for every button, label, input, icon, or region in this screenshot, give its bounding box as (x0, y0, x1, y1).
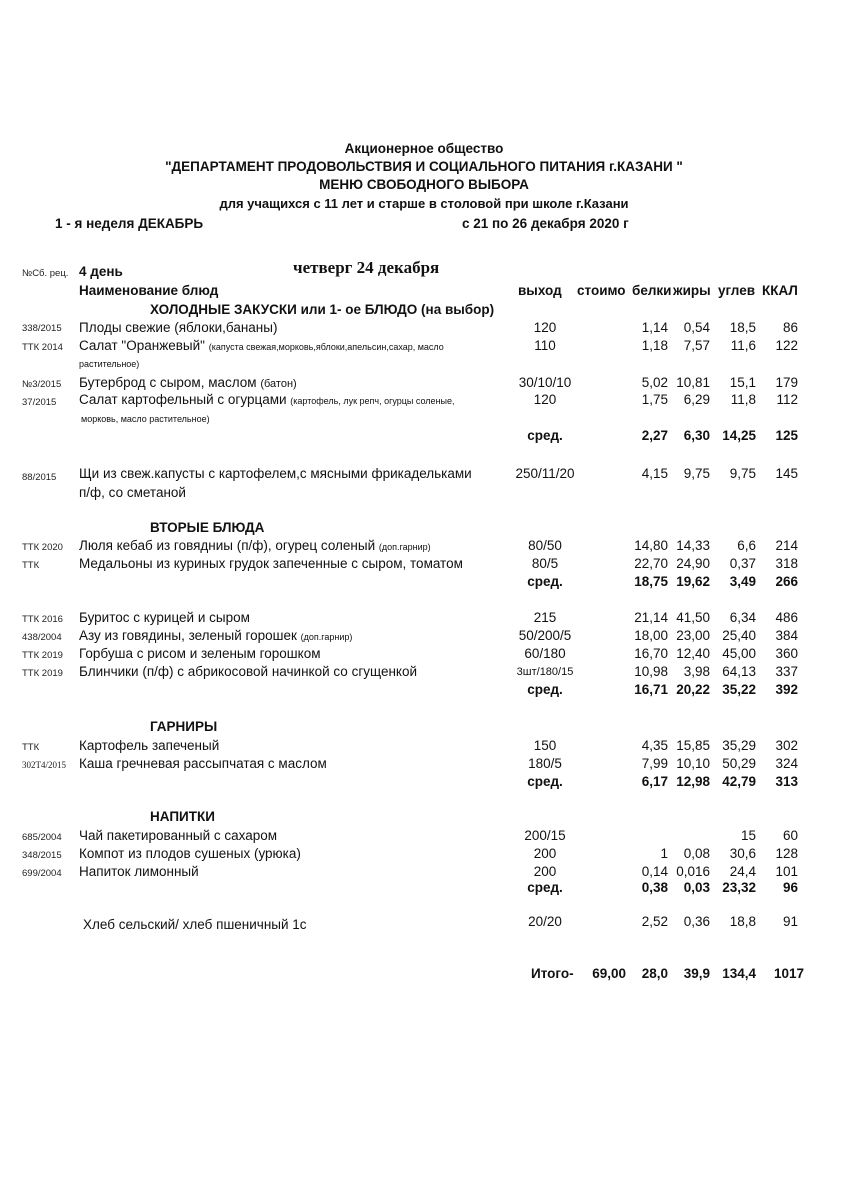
recipe-code: ТТК 2019 (22, 650, 63, 661)
dish-name: Хлеб сельский/ хлеб пшеничный 1с (83, 917, 307, 932)
dish-name: Салат картофельный с огурцами (79, 392, 287, 407)
fat: 10,10 (676, 756, 710, 771)
kcal: 179 (775, 375, 798, 390)
fat: 0,54 (683, 320, 710, 335)
output: 110 (534, 338, 556, 353)
kcal: 360 (775, 646, 798, 661)
recipe-code: ТТК 2016 (22, 614, 63, 625)
kcal: 128 (775, 846, 798, 861)
recipe-code: ТТК (22, 742, 40, 753)
protein: 4,35 (641, 738, 668, 753)
dish-note-cont: растительное) (79, 359, 140, 369)
period-label: с 21 по 26 декабря 2020 г (462, 216, 629, 231)
avg-protein: 18,75 (634, 574, 668, 589)
output: 30/10/10 (518, 375, 572, 390)
fat: 9,75 (683, 466, 710, 481)
kcal: 384 (775, 628, 798, 643)
recipe-code: 88/2015 (22, 472, 57, 483)
output: 215 (533, 610, 557, 625)
avg-carbs: 3,49 (729, 574, 756, 589)
protein: 18,00 (634, 628, 668, 643)
recipe-code: 338/2015 (22, 323, 62, 334)
avg-label: сред. (527, 880, 563, 895)
avg-label: сред. (527, 774, 563, 789)
recipe-code: 302Т4/2015 (22, 760, 66, 770)
kcal: 145 (775, 466, 798, 481)
total-fat: 39,9 (683, 966, 710, 981)
avg-kcal: 392 (775, 682, 798, 697)
carbs: 6,34 (729, 610, 756, 625)
avg-fat: 6,30 (683, 428, 710, 443)
output: 120 (533, 392, 557, 407)
protein: 1,75 (641, 392, 668, 407)
recipe-code: 37/2015 (22, 397, 57, 408)
carbs: 15,1 (729, 375, 756, 390)
kcal: 486 (775, 610, 798, 625)
dish-name: Картофель запеченый (79, 738, 220, 753)
section-title-mains: ВТОРЫЕ БЛЮДА (150, 520, 265, 535)
protein: 1,14 (641, 320, 668, 335)
recipe-code: ТТК (22, 560, 40, 571)
avg-label: сред. (527, 574, 563, 589)
dish-name-wrap (79, 628, 352, 643)
carbs: 35,29 (722, 738, 756, 753)
fat: 10,81 (676, 375, 710, 390)
carbs: 11,6 (730, 338, 756, 353)
kcal: 86 (782, 320, 798, 335)
fat: 15,85 (676, 738, 710, 753)
output: 200 (533, 864, 557, 879)
protein: 5,02 (641, 375, 668, 390)
total-cost: 69,00 (592, 966, 626, 981)
output: 150 (533, 738, 557, 753)
col-output: выход (518, 283, 562, 298)
kcal: 318 (775, 556, 798, 571)
fat: 3,98 (683, 664, 710, 679)
protein: 1 (660, 846, 668, 861)
carbs: 11,8 (730, 392, 756, 407)
fat: 7,57 (683, 338, 710, 353)
protein: 16,70 (634, 646, 668, 661)
carbs: 18,5 (729, 320, 756, 335)
kcal: 112 (776, 392, 798, 407)
avg-protein: 2,27 (641, 428, 668, 443)
dish-name-cont: п/ф, со сметаной (79, 485, 186, 500)
recipe-code: ТТК 2019 (22, 668, 63, 679)
dish-name: Бутерброд с сыром, маслом (79, 375, 257, 390)
recipe-code: №3/2015 (22, 379, 62, 390)
date-label: четверг 24 декабря (293, 258, 440, 277)
day-label: 4 день (79, 264, 123, 279)
fat: 0,36 (683, 914, 710, 929)
output: 80/5 (531, 556, 559, 571)
dish-name: Медальоны из куриных грудок запеченные с сыром, томатом (79, 556, 463, 571)
total-protein: 28,0 (641, 966, 668, 981)
protein: 7,99 (641, 756, 668, 771)
avg-carbs: 14,25 (722, 428, 756, 443)
menu-subtitle: для учащихся с 11 лет и старше в столовой при школе г.Казани (219, 196, 629, 211)
output: 250/11/20 (515, 466, 575, 481)
kcal: 324 (775, 756, 798, 771)
carbs: 50,29 (722, 756, 756, 771)
dish-name: Горбуша с рисом и зеленым горошком (79, 646, 321, 661)
output: 50/200/5 (518, 628, 572, 643)
fat: 12,40 (676, 646, 710, 661)
protein: 22,70 (634, 556, 668, 571)
recipe-code: ТТК 2020 (22, 542, 63, 553)
col-fat: жиры (673, 283, 711, 298)
dish-note: (батон) (260, 378, 297, 390)
recipe-code: 699/2004 (22, 868, 62, 879)
col-carbs: углев (718, 283, 755, 298)
output: 200/15 (524, 828, 566, 843)
dish-name: Блинчики (п/ф) с абрикосовой начинкой со сгущенкой (79, 664, 418, 679)
col-protein: белки (632, 283, 672, 298)
carbs: 30,6 (729, 846, 756, 861)
output: 120 (533, 320, 557, 335)
avg-kcal: 313 (775, 774, 798, 789)
kcal: 60 (782, 828, 798, 843)
avg-fat: 20,22 (676, 682, 710, 697)
protein: 4,15 (641, 466, 668, 481)
week-label: 1 - я неделя ДЕКАБРЬ (55, 216, 204, 231)
kcal: 122 (775, 338, 798, 353)
carbs: 9,75 (729, 466, 756, 481)
menu-title: МЕНЮ СВОБОДНОГО ВЫБОРА (319, 177, 529, 192)
dish-name: Азу из говядины, зеленый горошек (79, 628, 297, 643)
total-label: Итого- (531, 966, 574, 981)
col-name: Наименование блюд (79, 283, 219, 298)
fat: 14,33 (676, 538, 710, 553)
dish-note: (доп.гарнир) (378, 542, 431, 552)
fat: 41,50 (676, 610, 710, 625)
total-carbs: 134,4 (722, 966, 756, 981)
protein: 21,14 (634, 610, 668, 625)
recipe-code: ТТК 2014 (22, 342, 63, 353)
section-title-drinks: НАПИТКИ (150, 809, 215, 824)
dish-name: Каша гречневая рассыпчатая с маслом (79, 756, 327, 771)
avg-label: сред. (527, 428, 563, 443)
dish-name: Буритос с курицей и сыром (79, 610, 250, 625)
fat: 6,29 (683, 392, 710, 407)
avg-kcal: 125 (775, 428, 798, 443)
avg-fat: 12,98 (676, 774, 710, 789)
avg-kcal: 266 (775, 574, 798, 589)
dish-name-wrap (79, 338, 444, 353)
avg-protein: 16,71 (634, 682, 668, 697)
avg-protein: 0,38 (641, 880, 668, 895)
protein: 2,52 (641, 914, 668, 929)
protein: 10,98 (634, 664, 668, 679)
avg-kcal: 96 (782, 880, 798, 895)
section-title-cold: ХОЛОДНЫЕ ЗАКУСКИ или 1- ое БЛЮДО (на выбор) (150, 302, 495, 317)
avg-protein: 6,17 (641, 774, 668, 789)
output: 3шт/180/15 (516, 666, 574, 678)
dish-note: (доп.гарнир) (300, 632, 353, 642)
dish-name: Компот из плодов сушеных (урюка) (79, 846, 301, 861)
kcal: 337 (775, 664, 798, 679)
avg-carbs: 35,22 (722, 682, 756, 697)
fat: 23,00 (676, 628, 710, 643)
avg-fat: 0,03 (683, 880, 710, 895)
col-cost: стоимо (577, 283, 626, 298)
dish-name: Люля кебаб из говядниы (п/ф), огурец соленый (79, 538, 376, 553)
carbs: 45,00 (722, 646, 756, 661)
output: 80/50 (528, 538, 562, 553)
carbs: 15 (740, 828, 756, 843)
protein: 0,14 (641, 864, 668, 879)
dish-note-cont: морковь, масло растительное) (81, 414, 210, 424)
carbs: 64,13 (722, 664, 756, 679)
dish-name: Щи из свеж.капусты с картофелем,с мясными фрикадельками (79, 466, 472, 481)
kcal: 91 (782, 914, 798, 929)
dish-name: Плоды свежие (яблоки,бананы) (79, 320, 278, 335)
protein: 14,80 (634, 538, 668, 553)
recipe-code: 348/2015 (22, 850, 62, 861)
dish-name: Напиток лимонный (79, 864, 199, 879)
carbs: 0,37 (729, 556, 756, 571)
output: 180/5 (528, 756, 562, 771)
avg-carbs: 42,79 (722, 774, 756, 789)
avg-fat: 19,62 (676, 574, 710, 589)
dish-name-wrap (79, 538, 431, 553)
kcal: 101 (775, 864, 798, 879)
output: 60/180 (524, 646, 566, 661)
dish-name-wrap (79, 392, 455, 407)
col-kcal: ККАЛ (762, 283, 798, 298)
recipe-code: 438/2004 (22, 632, 62, 643)
total-kcal: 1017 (773, 966, 804, 981)
dish-note: (капуста свежая,морковь,яблоки,апельсин,сахар, масло (208, 342, 444, 352)
avg-label: сред. (527, 682, 563, 697)
avg-carbs: 23,32 (722, 880, 756, 895)
carbs: 25,40 (722, 628, 756, 643)
org-type: Акционерное общество (344, 141, 504, 156)
dish-name-wrap (79, 375, 297, 390)
carbs: 24,4 (729, 864, 756, 879)
fat: 0,08 (683, 846, 710, 861)
recipe-number-label: №Сб. рец. (22, 268, 69, 279)
dish-note: (картофель, лук репч, огурцы соленые, (290, 396, 455, 406)
fat: 0,016 (676, 864, 710, 879)
output: 200 (533, 846, 557, 861)
dish-name: Салат "Оранжевый" (79, 338, 205, 353)
carbs: 6,6 (737, 538, 756, 553)
output: 20/20 (528, 914, 562, 929)
section-title-sides: ГАРНИРЫ (150, 719, 218, 734)
org-name: "ДЕПАРТАМЕНТ ПРОДОВОЛЬСТВИЯ И СОЦИАЛЬНОГО ПИТАНИЯ г.КАЗАНИ " (165, 159, 683, 174)
fat: 24,90 (676, 556, 710, 571)
kcal: 214 (775, 538, 798, 553)
protein: 1,18 (641, 338, 668, 353)
carbs: 18,8 (729, 914, 756, 929)
kcal: 302 (775, 738, 798, 753)
dish-name: Чай пакетированный с сахаром (79, 828, 278, 843)
recipe-code: 685/2004 (22, 832, 62, 843)
